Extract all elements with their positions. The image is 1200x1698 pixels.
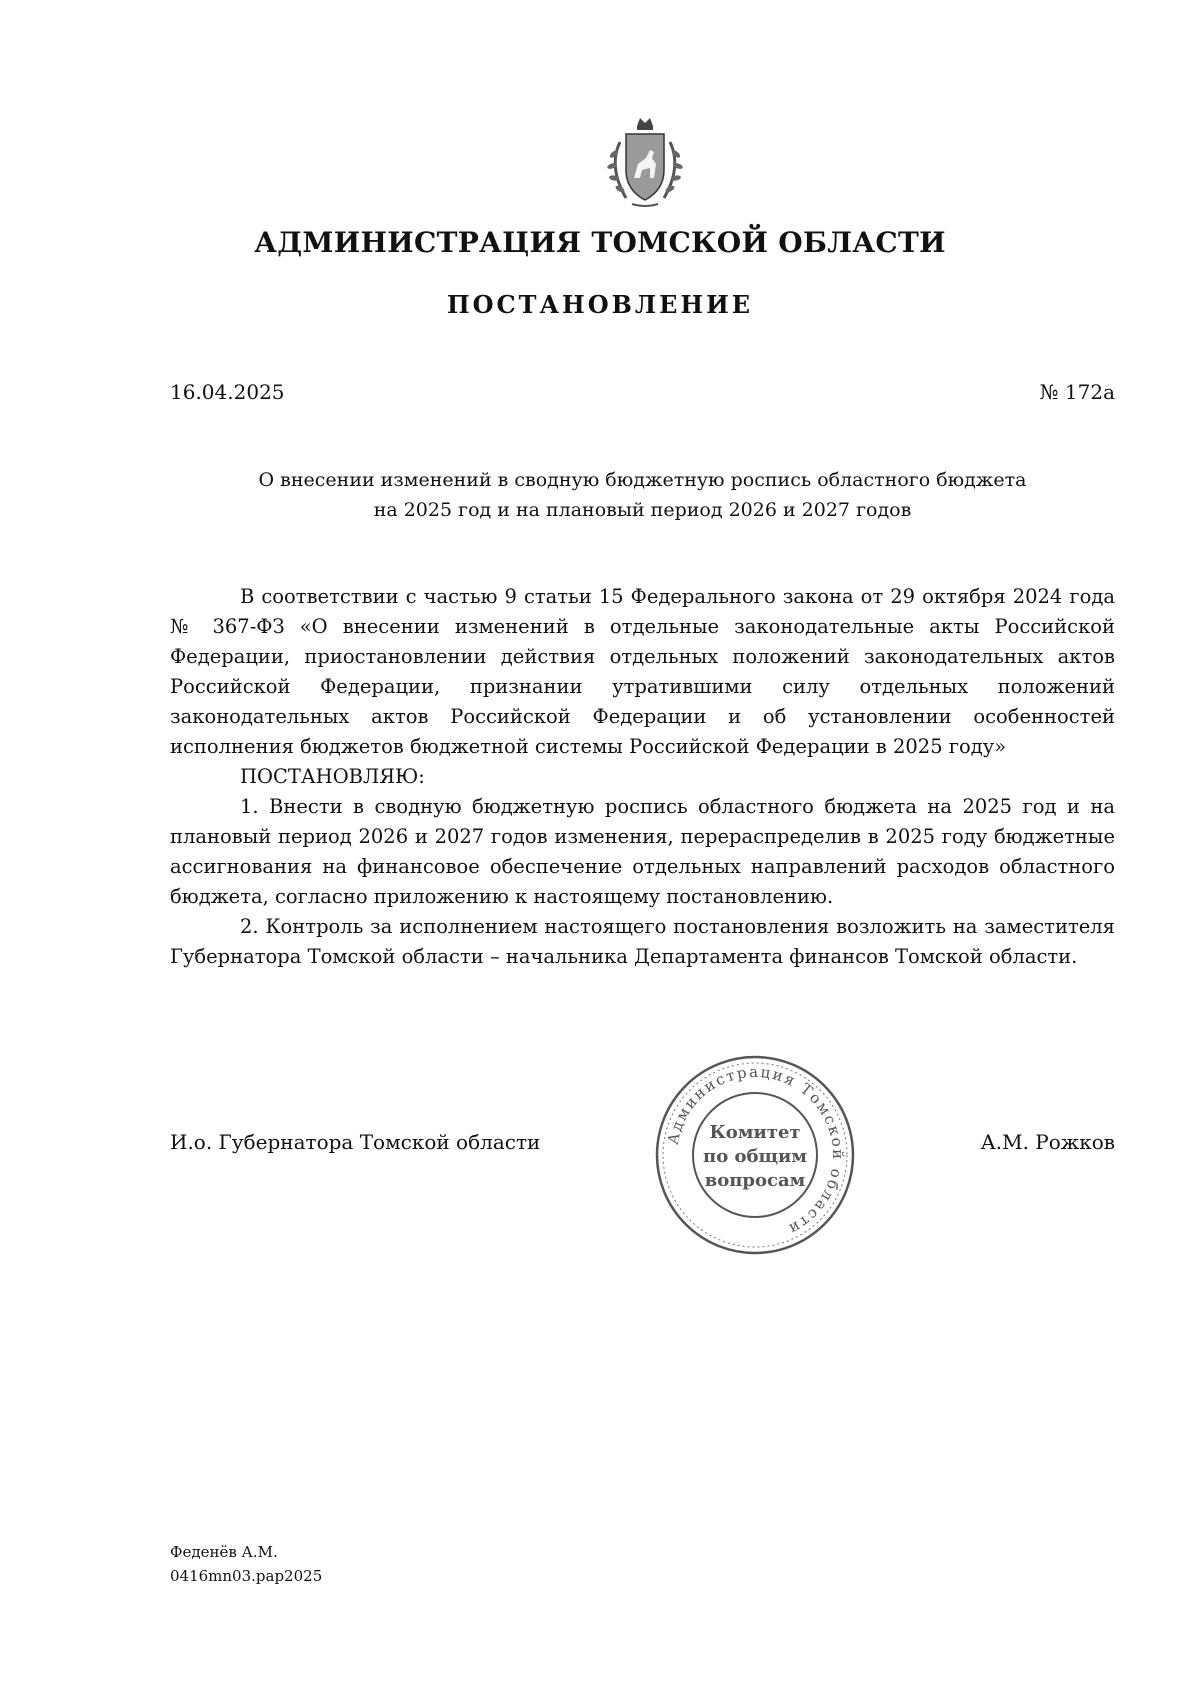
item-1-paragraph: 1. Внести в сводную бюджетную роспись областного бюджета на 2025 год и на плановый период 2026 и 2027 годов изменения, перераспределив в 2025 году бюджетные ассигнования на финансовое обеспечение отдельных направлений расходов областного бюджета, согласно приложению к настоящему постановлению. [170,795,1115,908]
document-number: № 172а [1039,380,1115,404]
footer-file-code: 0416mn03.pap2025 [170,1567,323,1585]
organization-title: АДМИНИСТРАЦИЯ ТОМСКОЙ ОБЛАСТИ [254,226,946,259]
signer-name: А.М. Рожков [980,1130,1115,1154]
subject-line-1: О внесении изменений в сводную бюджетную роспись областного бюджета [258,469,1027,491]
footer-author: Феденёв А.М. [170,1543,278,1561]
document-subject [170,465,1115,525]
signer-title: И.о. Губернатора Томской области [170,1130,541,1154]
subject-line-2: на 2025 год и на плановый период 2026 и 2027 годов [373,499,912,521]
footer-info [170,1540,322,1588]
preamble-paragraph: В соответствии с частью 9 статьи 15 Федерального закона от 29 октября 2024 года № 367-ФЗ «О внесении изменений в отдельные законодательные акты Российской Федерации, приостановлении действия отдельных положений законодательных актов Российской Федерации, признании утратившими силу отдельных положений законодательных актов Российской Федерации и об установлении особенностей исполнения бюджетов бюджетной системы Российской Федерации в 2025 году» [170,585,1115,758]
seal-center-line-2: по общим [703,1146,807,1167]
official-seal [650,1050,860,1260]
document-type: ПОСТАНОВЛЕНИЕ [446,290,754,319]
seal-center-line-3: вопросам [704,1170,806,1191]
document-date: 16.04.2025 [170,380,285,404]
resolve-paragraph: ПОСТАНОВЛЯЮ: [240,765,425,788]
tomsk-coat-of-arms-icon [590,112,700,212]
item-2-paragraph: 2. Контроль за исполнением настоящего постановления возложить на заместителя Губернатора Томской области – начальника Департамента финансов Томской области. [170,915,1115,968]
seal-center-line-1: Комитет [709,1122,801,1143]
document-body [170,582,1115,972]
seal-ring-text: Администрация Томской области [663,1062,848,1240]
